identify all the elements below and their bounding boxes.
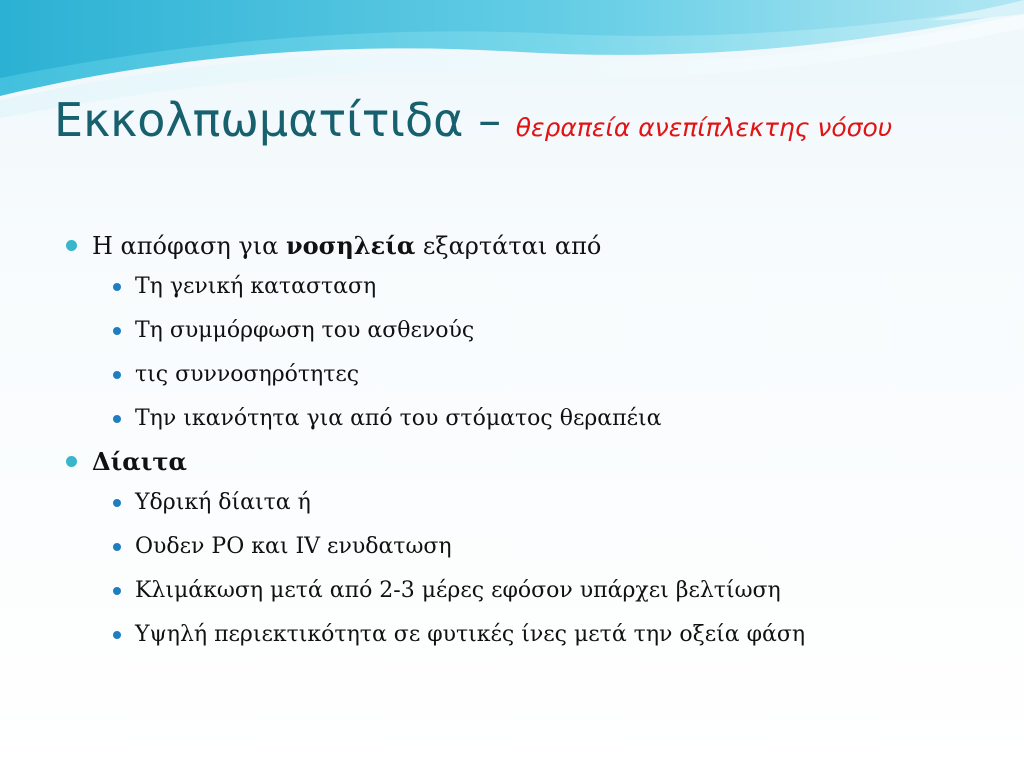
sub-bullet-dot-icon (113, 543, 121, 551)
title-main-text: Εκκολπωματίτιδα – (54, 93, 516, 147)
sub-bullet-liquid-diet (60, 488, 980, 518)
bullet-diet (60, 444, 980, 480)
sub-bullet-text: Ουδεν PO και IV ενυδατωση (135, 534, 452, 559)
slide-content (60, 228, 980, 650)
sub-bullet-text: τις συννοσηρότητες (135, 362, 360, 387)
sub-bullet-oral-therapy-ability (60, 404, 980, 434)
sub-bullet-text: Την ικανότητα για από του στόματος θεραπέια (135, 406, 662, 431)
sub-bullet-diet-escalation (60, 576, 980, 606)
title-subtitle-text: θεραπεία ανεπίπλεκτης νόσου (515, 113, 893, 142)
sub-bullet-comorbidities (60, 360, 980, 390)
sub-bullet-text: Κλιμάκωση μετά από 2-3 μέρες εφόσον υπάρχει βελτίωση (135, 578, 781, 603)
sub-bullet-dot-icon (113, 587, 121, 595)
hospitalization-text-suffix: εξαρτάται από (415, 232, 602, 260)
sub-bullet-dot-icon (113, 415, 121, 423)
sub-bullet-npo-iv-hydration (60, 532, 980, 562)
sub-bullet-patient-compliance (60, 316, 980, 346)
sub-bullet-text: Τη συμμόρφωση του ασθενούς (135, 318, 475, 343)
hospitalization-bold-word: νοσηλεία (285, 231, 416, 260)
slide-title (54, 92, 954, 150)
sub-bullet-text: Υδρική δίαιτα ή (135, 490, 311, 515)
bullet-dot-icon (66, 240, 77, 251)
sub-bullet-general-condition (60, 272, 980, 302)
bullet-dot-icon (66, 456, 77, 467)
hospitalization-text-prefix: Η απόφαση για (92, 232, 286, 260)
sub-bullet-dot-icon (113, 283, 121, 291)
sub-bullet-text: Τη γενική κατασταση (135, 274, 377, 299)
sub-bullet-dot-icon (113, 631, 121, 639)
sub-bullet-high-fiber (60, 620, 980, 650)
diet-heading: Δίαιτα (92, 447, 187, 476)
bullet-hospitalization-decision (60, 228, 980, 264)
sub-bullet-dot-icon (113, 327, 121, 335)
sub-bullet-text: Υψηλή περιεκτικότητα σε φυτικές ίνες μετά την οξεία φάση (135, 622, 806, 647)
sub-bullet-dot-icon (113, 499, 121, 507)
sub-bullet-dot-icon (113, 371, 121, 379)
